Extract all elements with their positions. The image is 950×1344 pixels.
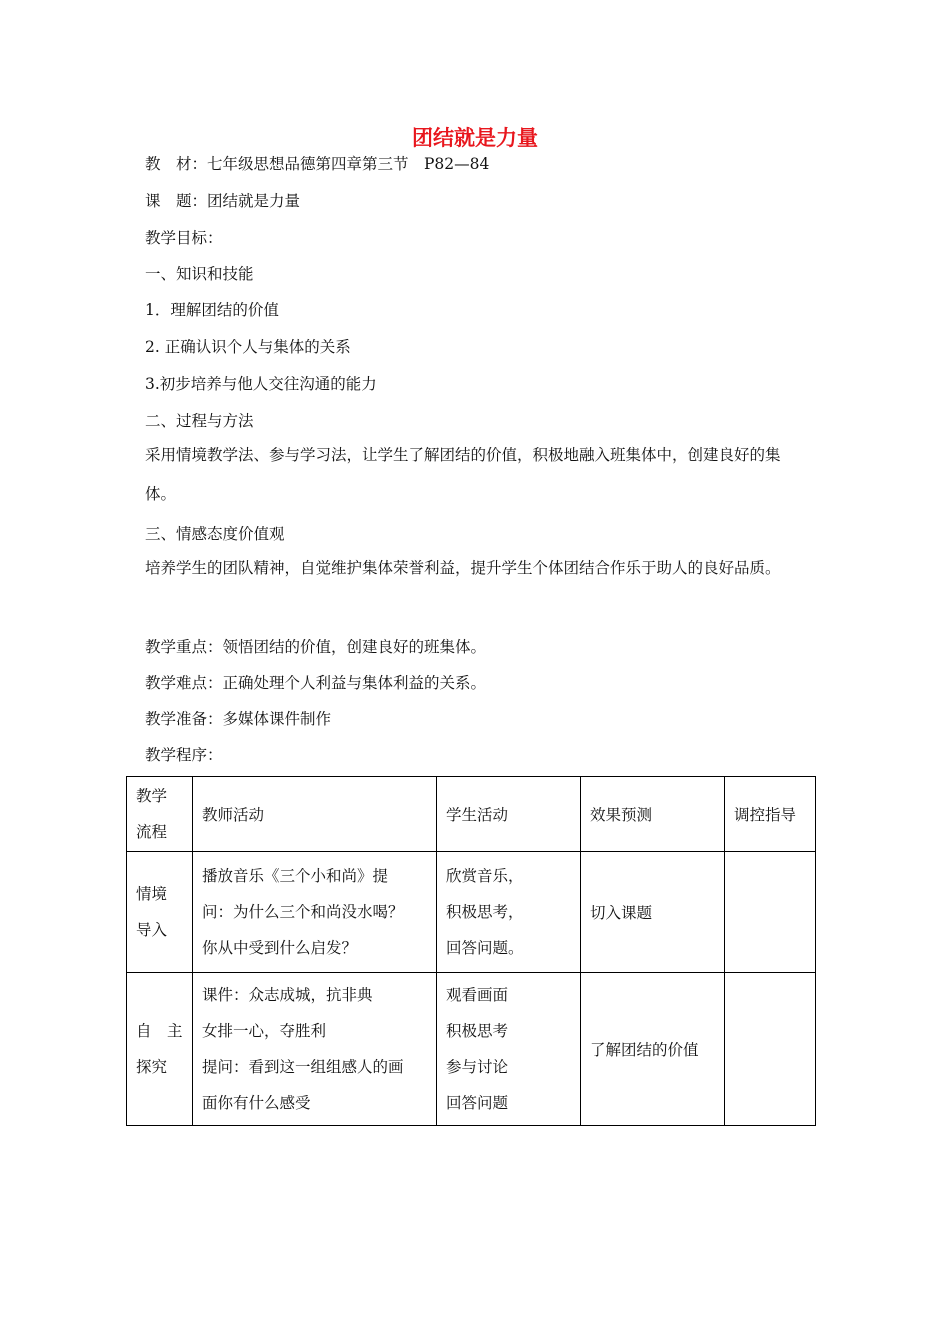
row-effect: 了解团结的价值 <box>581 973 725 1126</box>
row-teacher-activity: 课件：众志成城，抗非典 女排一心，夺胜利 提问：看到这一组组感人的画 面你有什么感受 <box>193 973 437 1126</box>
process-method-paragraph: 采用情境教学法、参与学习法，让学生了解团结的价值，积极地融入班集体中，创建良好的集体。 <box>145 446 781 503</box>
header-student: 学生活动 <box>437 777 581 852</box>
row-student-activity: 观看画面 积极思考 参与讨论 回答问题 <box>437 973 581 1126</box>
difficulty-line: 教学难点：正确处理个人利益与集体利益的关系。 <box>145 674 487 692</box>
header-control: 调控指导 <box>725 777 816 852</box>
procedure-heading: 教学程序： <box>145 746 223 764</box>
objective-item-2: 2. 正确认识个人与集体的关系 <box>145 338 351 356</box>
header-teacher: 教师活动 <box>193 777 437 852</box>
objective-item-3: 3.初步培养与他人交往沟通的能力 <box>145 375 377 393</box>
row-effect: 切入课题 <box>581 852 725 973</box>
topic-line: 课 题：团结就是力量 <box>145 192 301 210</box>
attitude-values-paragraph: 培养学生的团队精神，自觉维护集体荣誉利益，提升学生个体团结合作乐于助人的良好品质。 <box>145 559 781 577</box>
header-effect: 效果预测 <box>581 777 725 852</box>
row-control <box>725 973 816 1126</box>
row-control <box>725 852 816 973</box>
table-row <box>127 973 816 1126</box>
section-knowledge-skills: 一、知识和技能 <box>145 265 254 283</box>
section-process-method: 二、过程与方法 <box>145 412 254 430</box>
material-line: 教 材：七年级思想品德第四章第三节 P82—84 <box>145 155 490 173</box>
objective-item-1: 1．理解团结的价值 <box>145 301 279 319</box>
table-row <box>127 852 816 973</box>
page-title: 团结就是力量 <box>412 125 538 150</box>
row-student-activity: 欣赏音乐， 积极思考， 回答问题。 <box>437 852 581 973</box>
row-teacher-activity: 播放音乐《三个小和尚》提 问：为什么三个和尚没水喝？ 你从中受到什么启发？ <box>193 852 437 973</box>
header-flow: 教学 流程 <box>127 777 193 852</box>
section-attitude-values: 三、情感态度价值观 <box>145 525 285 543</box>
table-header-row <box>127 777 816 852</box>
procedure-table <box>126 776 816 1126</box>
preparation-line: 教学准备：多媒体课件制作 <box>145 710 332 728</box>
key-point-line: 教学重点：领悟团结的价值，创建良好的班集体。 <box>145 638 487 656</box>
objectives-heading: 教学目标： <box>145 229 223 247</box>
row-flow: 情境 导入 <box>127 852 193 973</box>
row-flow: 自 主 探究 <box>127 973 193 1126</box>
